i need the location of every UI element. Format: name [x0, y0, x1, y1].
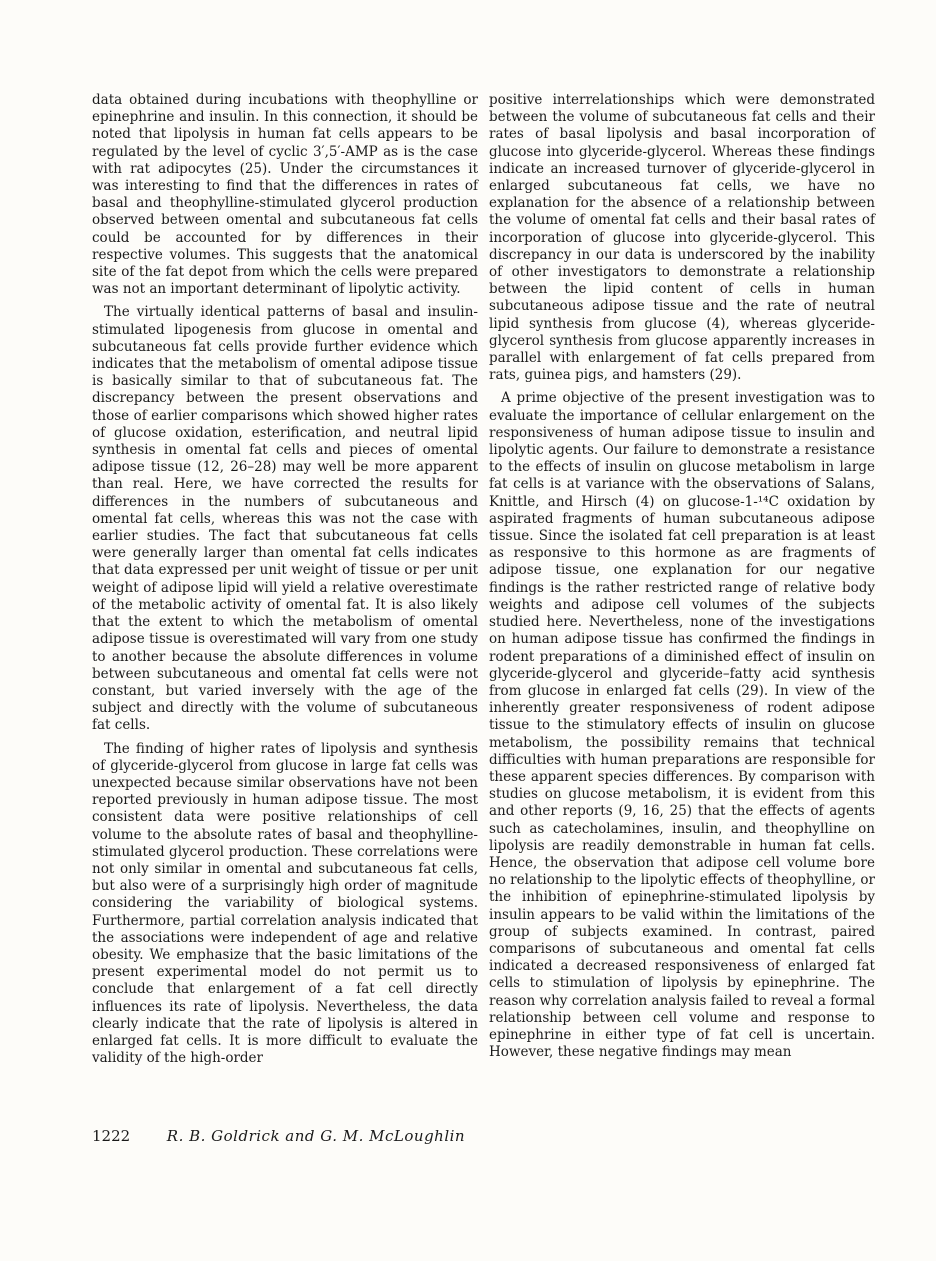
- paragraph: positive interrelationships which were demonstrated between the volume of subcutaneous fat cells and their rates of basal lipolysis and basal incorporation of glucose into glyceride-glycerol. Whereas these findings indicate an increased turnover of glyceride-glycerol in enlarged subcutaneous fat cells, we have no explanation for the absence of a relationship between the volume of omental fat cells and their basal rates of incorporation of glucose into glyceride-glycerol. This discrepancy in our data is underscored by the inability of other investigators to demonstrate a relationship between the lipid content of cells in human subcutaneous adipose tissue and the rate of neutral lipid synthesis from glucose (4), whereas glyceride-glycerol synthesis from glucose apparently increases in parallel with enlargement of fat cells prepared from rats, guinea pigs, and hamsters (29).: [489, 92, 875, 384]
- page-number: 1222: [92, 1127, 131, 1145]
- right-column: [489, 92, 875, 1067]
- left-column: [92, 92, 478, 1073]
- page-footer: [92, 1127, 465, 1145]
- running-authors: R. B. Goldrick and G. M. McLoughlin: [166, 1127, 466, 1145]
- paragraph: A prime objective of the present investigation was to evaluate the importance of cellular enlargement on the responsiveness of human adipose tissue to insulin and lipolytic agents. Our failure to demonstrate a resistance to the effects of insulin on glucose metabolism in large fat cells is at variance with the observations of Salans, Knittle, and Hirsch (4) on glucose-1-¹⁴C oxidation by aspirated fragments of human subcutaneous adipose tissue. Since the isolated fat cell preparation is at least as responsive to this hormone as are fragments of adipose tissue, one explanation for our negative findings is the rather restricted range of relative body weights and adipose cell volumes of the subjects studied here. Nevertheless, none of the investigations on human adipose tissue has confirmed the findings in rodent preparations of a diminished effect of insulin on glyceride-glycerol and glyceride–fatty acid synthesis from glucose in enlarged fat cells (29). In view of the inherently greater responsiveness of rodent adipose tissue to the stimulatory effects of insulin on glucose metabolism, the possibility remains that technical difficulties with human preparations are responsible for these apparent species differences. By comparison with studies on glucose metabolism, it is evident from this and other reports (9, 16, 25) that the effects of agents such as catecholamines, insulin, and theophylline on lipolysis are readily demonstrable in human fat cells. Hence, the observation that adipose cell volume bore no relationship to the lipolytic effects of theophylline, or the inhibition of epinephrine-stimulated lipolysis by insulin appears to be valid within the limitations of the group of subjects examined. In contrast, paired comparisons of subcutaneous and omental fat cells indicated a decreased responsiveness of enlarged fat cells to stimulation of lipolysis by epinephrine. The reason why correlation analysis failed to reveal a formal relationship between cell volume and response to epinephrine in either type of fat cell is uncertain. However, these negative findings may mean: [489, 390, 875, 1061]
- paragraph: The finding of higher rates of lipolysis and synthesis of glyceride-glycerol from glucose in large fat cells was unexpected because similar observations have not been reported previously in human adipose tissue. The most consistent data were positive relationships of cell volume to the absolute rates of basal and theophylline-stimulated glycerol production. These correlations were not only similar in omental and subcutaneous fat cells, but also were of a surprisingly high order of magnitude considering the variability of biological systems. Furthermore, partial correlation analysis indicated that the associations were independent of age and relative obesity. We emphasize that the basic limitations of the present experimental model do not permit us to conclude that enlargement of a fat cell directly influences its rate of lipolysis. Nevertheless, the data clearly indicate that the rate of lipolysis is altered in enlarged fat cells. It is more difficult to evaluate the validity of the high-order: [92, 740, 478, 1067]
- paragraph: data obtained during incubations with theophylline or epinephrine and insulin. In this connection, it should be noted that lipolysis in human fat cells appears to be regulated by the level of cyclic 3′,5′-AMP as is the case with rat adipocytes (25). Under the circumstances it was interesting to find that the differences in rates of basal and theophylline-stimulated glycerol production observed between omental and subcutaneous fat cells could be accounted for by differences in their respective volumes. This suggests that the anatomical site of the fat depot from which the cells were prepared was not an important determinant of lipolytic activity.: [92, 92, 478, 298]
- paragraph: The virtually identical patterns of basal and insulin-stimulated lipogenesis from glucose in omental and subcutaneous fat cells provide further evidence which indicates that the metabolism of omental adipose tissue is basically similar to that of subcutaneous fat. The discrepancy between the present observations and those of earlier comparisons which showed higher rates of glucose oxidation, esterification, and neutral lipid synthesis in omental fat cells and pieces of omental adipose tissue (12, 26–28) may well be more apparent than real. Here, we have corrected the results for differences in the numbers of subcutaneous and omental fat cells, whereas this was not the case with earlier studies. The fact that subcutaneous fat cells were generally larger than omental fat cells indicates that data expressed per unit weight of tissue or per unit weight of adipose lipid will yield a relative overestimate of the metabolic activity of omental fat. It is also likely that the extent to which the metabolism of omental adipose tissue is overestimated will vary from one study to another because the absolute differences in volume between subcutaneous and omental fat cells were not constant, but varied inversely with the age of the subject and directly with the volume of subcutaneous fat cells.: [92, 304, 478, 734]
